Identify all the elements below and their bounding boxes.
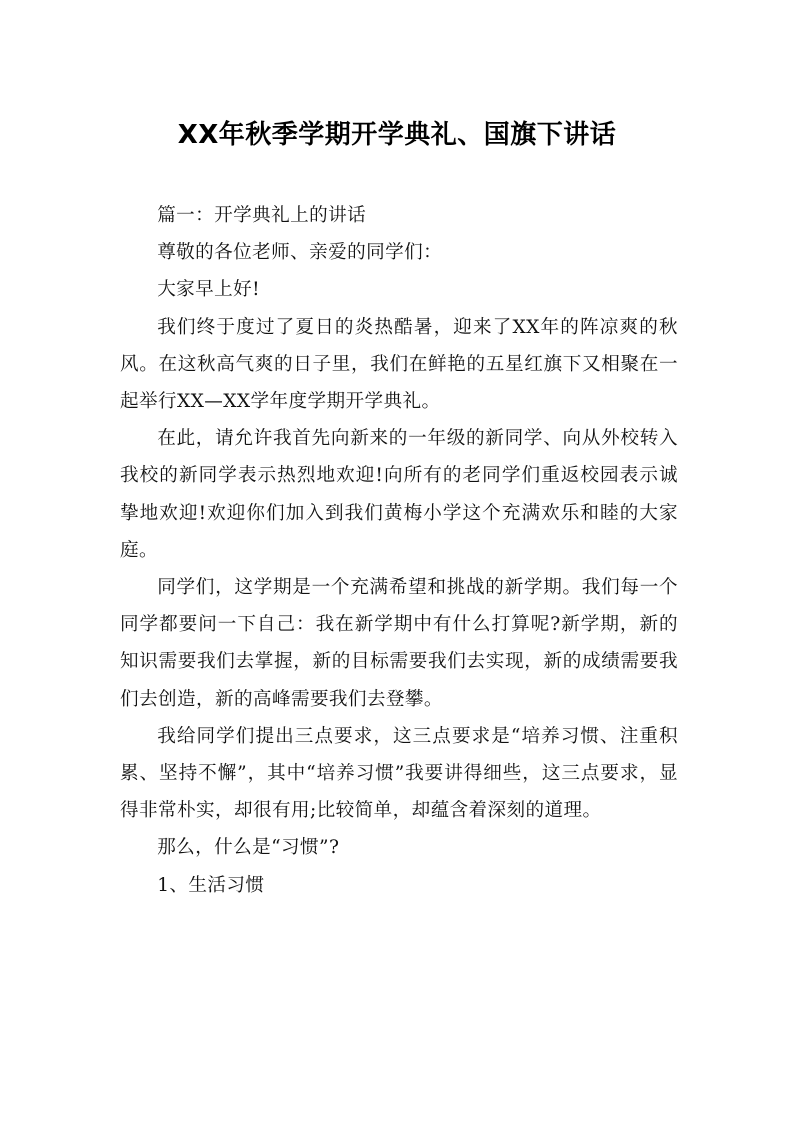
section-heading: 篇一：开学典礼上的讲话 xyxy=(157,205,367,226)
paragraph-new-semester: 同学们，这学期是一个充满希望和挑战的新学期。我们每一个同学都要问一下自己：我在新学期中有什么打算呢?新学期，新的知识需要我们去掌握，新的目标需要我们去实现，新的成绩需要我们去创造，新的高峰需要我们去登攀。 xyxy=(120,577,678,710)
paragraph-welcome: 在此，请允许我首先向新来的一年级的新同学、向从外校转入我校的新同学表示热烈地欢迎!向所有的老同学们重返校园表示诚挚地欢迎!欢迎你们加入到我们黄梅小学这个充满欢乐和睦的大家庭。 xyxy=(120,428,678,561)
document-body xyxy=(120,197,678,904)
paragraph-requirements: 我给同学们提出三点要求，这三点要求是“培养习惯、注重积累、坚持不懈”，其中“培养习惯”我要讲得细些，这三点要求，显得非常朴实，却很有用;比较简单，却蕴含着深刻的道理。 xyxy=(120,725,678,822)
salutation: 尊敬的各位老师、亲爱的同学们： xyxy=(157,242,443,264)
greeting: 大家早上好! xyxy=(157,279,261,301)
document-title: XX年秋季学期开学典礼、国旗下讲话 xyxy=(177,120,617,151)
paragraph-question: 那么，什么是“习惯”? xyxy=(157,837,340,859)
list-item-life-habits: 1、生活习惯 xyxy=(157,874,265,896)
paragraph-autumn: 我们终于度过了夏日的炎热酷暑，迎来了XX年的阵凉爽的秋风。在这秋高气爽的日子里，我们在鲜艳的五星红旗下又相聚在一起举行XX—XX学年度学期开学典礼。 xyxy=(120,316,678,413)
